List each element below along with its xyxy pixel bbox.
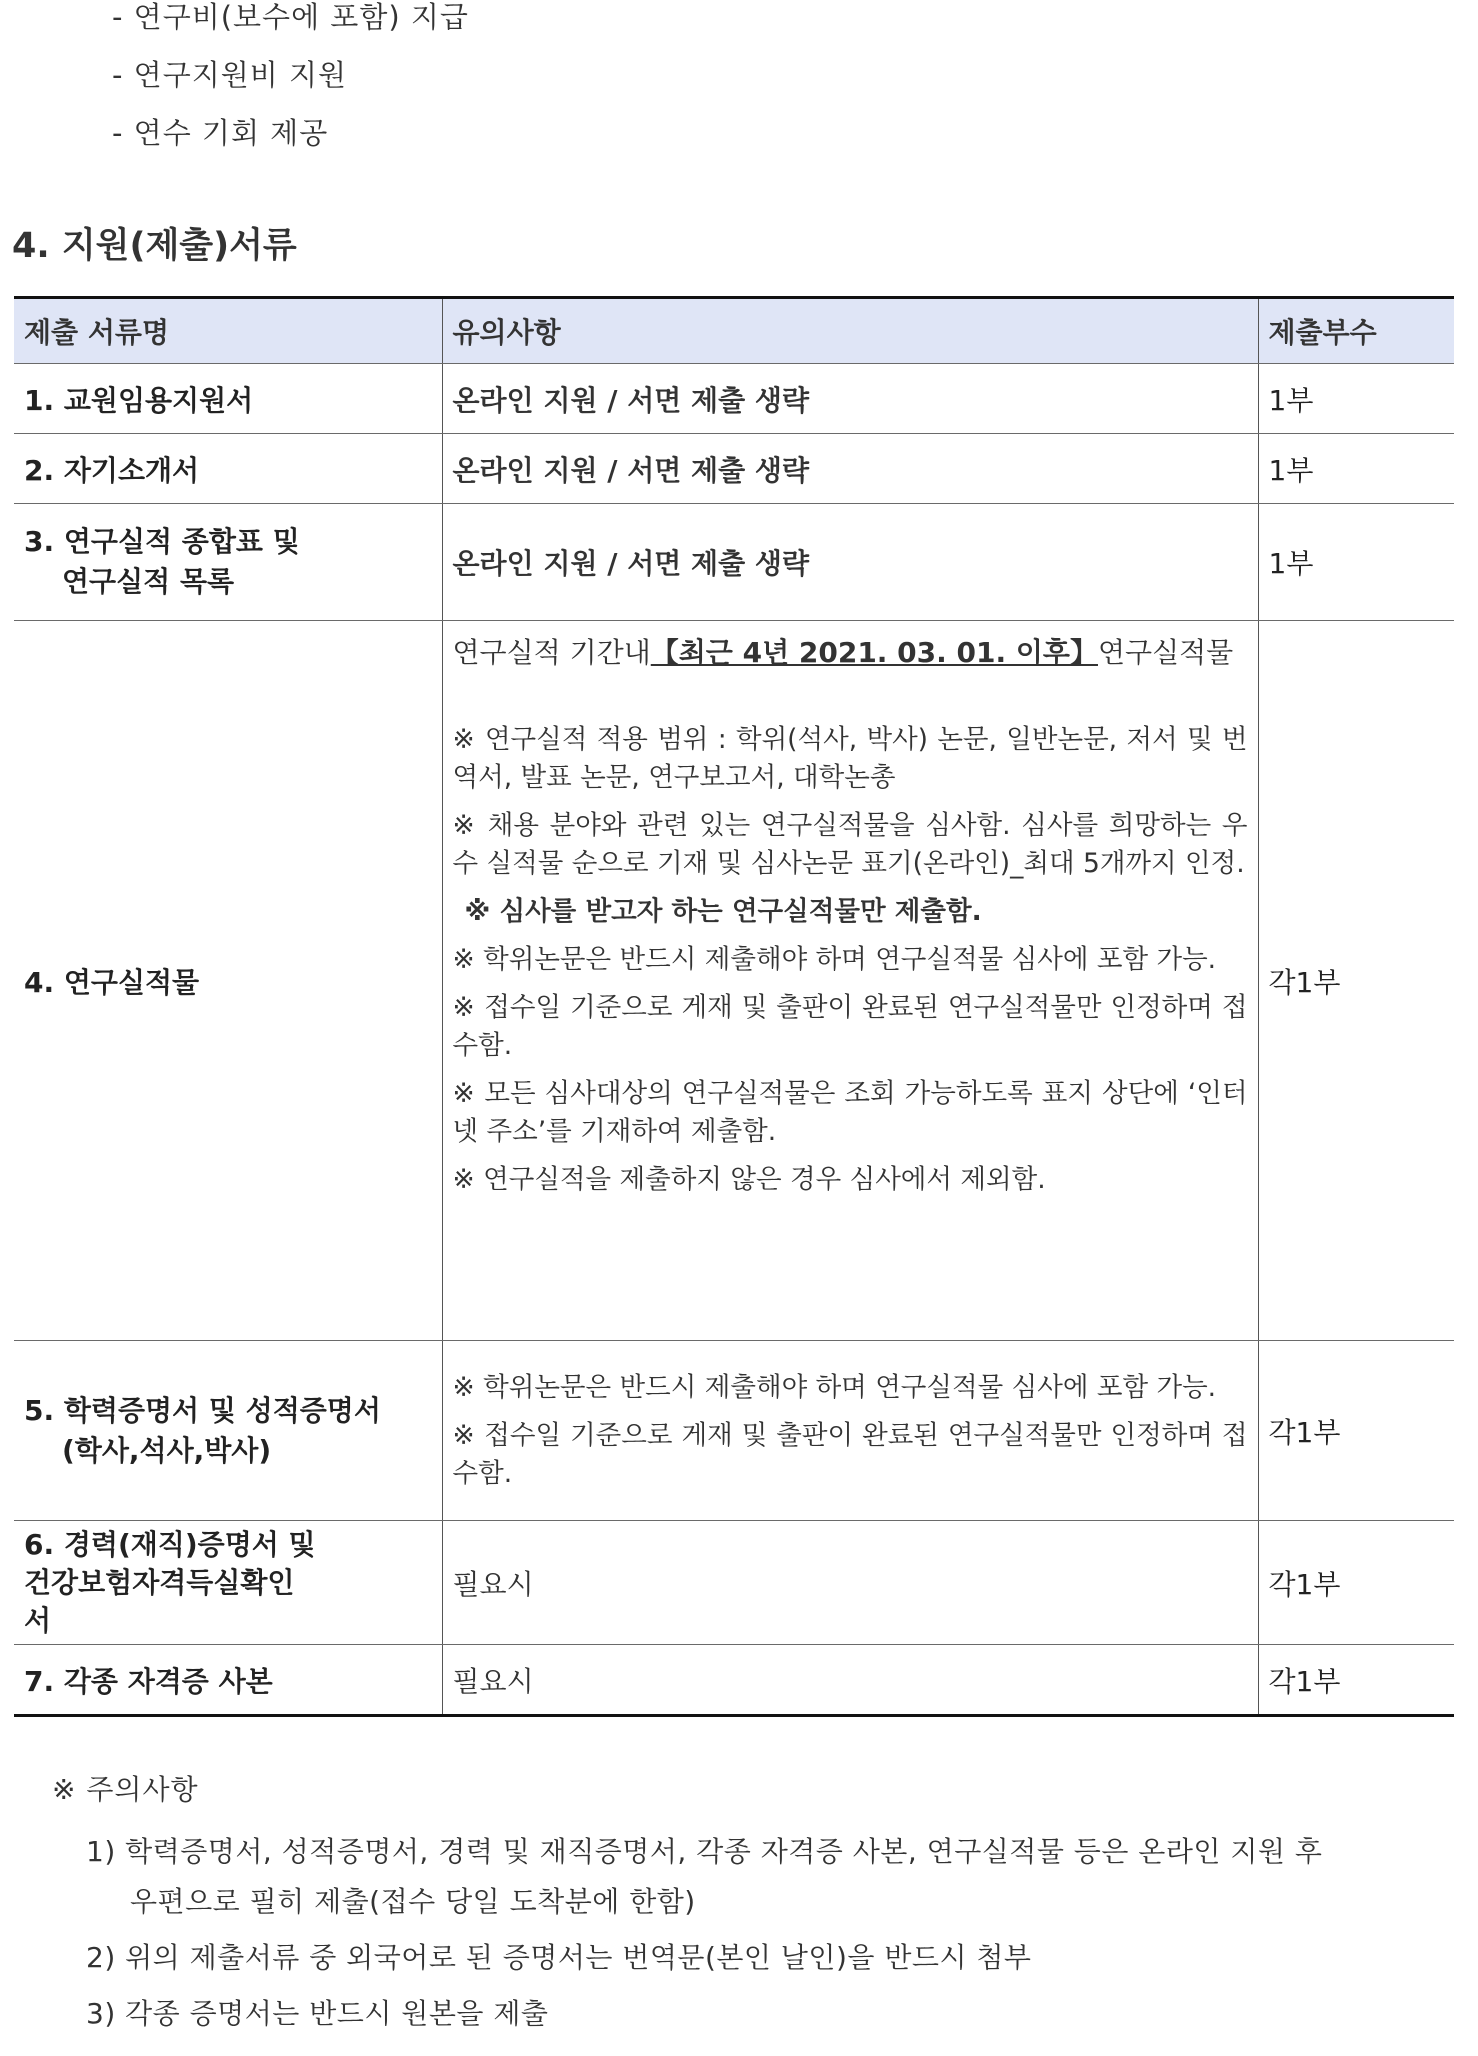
document-count: 각1부 [1258,621,1454,1341]
caution-item: 2) 위의 제출서류 중 외국어로 된 증명서는 번역문(본인 날인)을 반드시 첨부 [86,1941,1032,1974]
note-item: ※ 연구실적을 제출하지 않은 경우 심사에서 제외함. [452,1164,1046,1195]
document-note [442,621,1258,1341]
benefit-item: - 연구지원비 지원 [112,58,347,92]
table-row [14,1341,1454,1521]
benefit-list [112,0,469,162]
caution-item: 3) 각종 증명서는 반드시 원본을 제출 [86,1997,549,2030]
document-count: 1부 [1258,364,1454,434]
document-count: 각1부 [1258,1341,1454,1521]
note-prefix: 연구실적 기간내 [452,636,651,669]
document-name [14,1341,442,1521]
document-count: 각1부 [1258,1521,1454,1645]
caution-item-continuation: 우편으로 필히 제출(접수 당일 도착분에 한함) [130,1885,696,1918]
note-item: ※ 접수일 기준으로 게재 및 출판이 완료된 연구실적물만 인정하며 접수함. [452,992,1248,1061]
header-document-name: 제출 서류명 [14,298,442,364]
document-note: 필요시 [442,1645,1258,1716]
benefit-item: - 연구비(보수에 포함) 지급 [112,0,469,34]
table-header-row [14,298,1454,364]
table-row [14,621,1454,1341]
document-name: 7. 각종 자격증 사본 [14,1645,442,1716]
table-row [14,434,1454,504]
document-name-line: 서 [24,1603,52,1637]
section-title: 4. 지원(제출)서류 [12,226,297,266]
table-row [14,364,1454,434]
table-row [14,504,1454,621]
caution-item: 1) 학력증명서, 성적증명서, 경력 및 재직증명서, 각종 자격증 사본, 연구실적물 등은 온라인 지원 후 [86,1835,1323,1868]
header-notes: 유의사항 [442,298,1258,364]
document-name [14,504,442,621]
note-item: ※ 학위논문은 반드시 제출해야 하며 연구실적물 심사에 포함 가능. [452,944,1217,975]
note-highlight: 【최근 4년 2021. 03. 01. 이후】 [650,636,1098,669]
note-suffix: 연구실적물 [1097,636,1234,669]
document-count: 각1부 [1258,1645,1454,1716]
note-item: ※ 심사를 받고자 하는 연구실적물만 제출함. [464,896,982,927]
note-item: ※ 학위논문은 반드시 제출해야 하며 연구실적물 심사에 포함 가능. [452,1371,1217,1403]
document-note: 필요시 [442,1521,1258,1645]
note-item: ※ 접수일 기준으로 게재 및 출판이 완료된 연구실적물만 인정하며 접수함. [452,1419,1248,1489]
document-name [14,1521,442,1645]
document-name: 4. 연구실적물 [14,621,442,1341]
document-note: 온라인 지원 / 서면 제출 생략 [442,504,1258,621]
document-name: 1. 교원임용지원서 [14,364,442,434]
document-name-line: (학사,석사,박사) [62,1433,272,1467]
document-count: 1부 [1258,434,1454,504]
table-row [14,1645,1454,1716]
document-note: 온라인 지원 / 서면 제출 생략 [442,364,1258,434]
note-item: ※ 모든 심사대상의 연구실적물은 조회 가능하도록 표지 상단에 ‘인터넷 주소’를 기재하여 제출함. [452,1078,1248,1147]
document-name-line: 3. 연구실적 종합표 및 [24,525,300,558]
benefit-item: - 연수 기회 제공 [112,116,329,150]
document-name-line: 6. 경력(재직)증명서 및 [24,1527,316,1561]
header-copies: 제출부수 [1258,298,1454,364]
document-count: 1부 [1258,504,1454,621]
document-name-line: 5. 학력증명서 및 성적증명서 [24,1393,381,1427]
table-row [14,1521,1454,1645]
document-note [442,1341,1258,1521]
research-period-note [453,633,1248,673]
document-name: 2. 자기소개서 [14,434,442,504]
document-name-line: 건강보험자격득실확인 [24,1565,295,1599]
note-item: ※ 연구실적 적용 범위 : 학위(석사, 박사) 논문, 일반논문, 저서 및 번역서, 발표 논문, 연구보고서, 대학논총 [452,724,1248,793]
caution-title: ※ 주의사항 [52,1773,199,1806]
caution-section [52,1768,1322,2042]
document-name-line: 연구실적 목록 [62,565,235,598]
document-note: 온라인 지원 / 서면 제출 생략 [442,434,1258,504]
documents-table [14,296,1454,1717]
note-item: ※ 채용 분야와 관련 있는 연구실적물을 심사함. 심사를 희망하는 우수 실적물 순으로 기재 및 심사논문 표기(온라인)_최대 5개까지 인정. [452,810,1248,879]
